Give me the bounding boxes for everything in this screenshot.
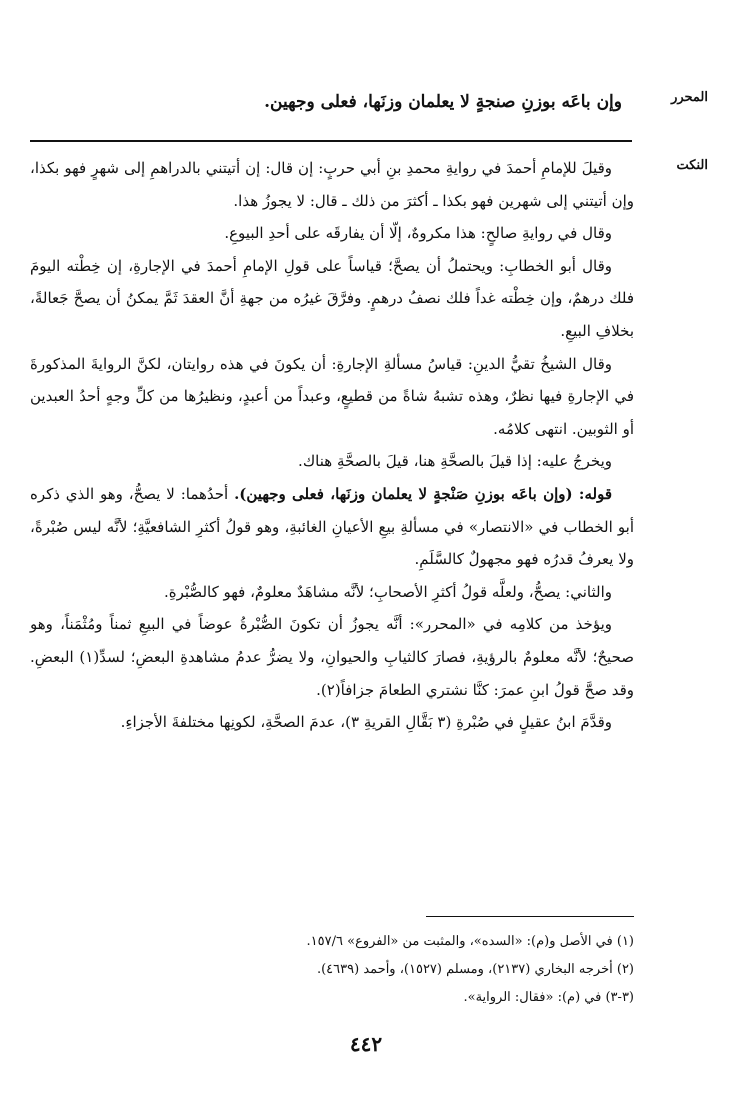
paragraph-text: أحدُهما: لا يصحُّ، وهو الذي ذكره أبو الخطاب في «الانتصار» في مسألةِ بيعِ الأعيانِ الغائبةِ، وهو قولُ أكثرِ الشافعيَّةِ؛ لأنَّه ليس صُبْرةً، ولا يعرفُ قدرُه فهو مجهولٌ كالسَّلَمِ. (30, 484, 634, 569)
footnote-divider (426, 916, 634, 917)
footnote: (١) في الأصل و(م): «السده»، والمثبت من «الفروع» ١٥٧/٦. (306, 934, 634, 949)
paragraph: وقال الشيخُ تقيُّ الدينِ: قياسُ مسألةِ الإجارةِ: أن يكونَ في هذه روايتان، لكنَّ الروايةَ المذكورةَ في الإجارةِ فيها نظرٌ، وهذه تشبهُ شاةً من قطيعٍ، وعبداً من أعبدٍ، ونظيرُها من كلِّ وجهٍ أحدُ العبدين أو الثوبين. انتهى كلامُه. (30, 354, 634, 438)
paragraph: وقيلَ للإمامِ أحمدَ في روايةِ محمدِ بنِ أبي حربٍ: إن قال: إن أتيتني بالدراهمِ إلى شهرٍ فهو بكذا، وإن أتيتني إلى شهرين فهو بكذا ـ أكثرَ من ذلك ـ قال: لا يجوزُ هذا. (30, 159, 634, 210)
side-label-muharrar: المحرر (671, 90, 708, 105)
side-label-nukat: النكت (676, 158, 708, 173)
quoted-lemma: قوله: (وإن باعَه بوزنِ صَنْجةٍ لا يعلمان وزنَها، فعلى وجهين). (234, 484, 612, 503)
paragraph: والثاني: يصحُّ، ولعلَّه قولُ أكثرِ الأصحابِ؛ لأنَّه مشاهَدٌ معلومٌ، فهو كالصُّبْرةِ. (164, 582, 612, 601)
footnotes (30, 928, 634, 1012)
footnote: (٢) أخرجه البخاري (٢١٣٧)، ومسلم (١٥٢٧)، وأحمد (٤٦٣٩). (316, 962, 634, 977)
paragraph: وقال أبو الخطابِ: ويحتملُ أن يصحَّ؛ قياساً على قولِ الإمامِ أحمدَ في الإجارةِ، إن خِطْته اليومَ فلك درهمٌ، وإن خِطْته غداً فلك نصفُ درهمٍ. وفرَّقَ غيرُه من جهةِ أنَّ العقدَ ثَمَّ يمكنُ أن يصحَّ جَعالةً، بخلافِ البيعِ. (30, 256, 634, 340)
paragraph: ويخرجُ عليه: إذا قيلَ بالصحَّةِ هنا، قيلَ بالصحَّةِ هناك. (298, 452, 612, 471)
section-divider (30, 140, 632, 142)
paragraph: وقدَّمَ ابنُ عقيلٍ في صُبْرةِ (٣ بَقَّالِ القريةِ ٣)، عدمَ الصحَّةِ، لكونِها مختلفةَ الأجزاءِ. (120, 713, 612, 732)
matn-text: وإن باعَه بوزنِ صنجةٍ لا يعلمان وزنَها، فعلى وجهين. (264, 92, 622, 112)
paragraph (30, 478, 634, 576)
paragraph: وقال في روايةِ صالحٍ: هذا مكروهٌ، إلّا أن يفارقَه على أحدِ البيوعِ. (224, 224, 612, 243)
paragraph: ويؤخذ من كلامِه في «المحرر»: أنَّه يجوزُ أن تكونَ الصُّبْرةُ عوضاً في البيعِ ثمناً ومُثْمَناً، وهو صحيحٌ؛ لأنَّه معلومٌ بالرؤيةِ، فصارَ كالثيابِ والحيوانِ، ولا يضرُّ عدمُ مشاهدةِ البعضِ؛ لسدِّ(١) البعضِ. وقد صحَّ قولُ ابنِ عمرَ: كنَّا نشتري الطعامَ جزافاً(٢). (30, 615, 635, 699)
commentary-body (30, 152, 634, 739)
page-number: ٤٤٢ (349, 1032, 383, 1056)
footnote: (٣-٣) في (م): «فقال: الرواية». (463, 990, 634, 1005)
